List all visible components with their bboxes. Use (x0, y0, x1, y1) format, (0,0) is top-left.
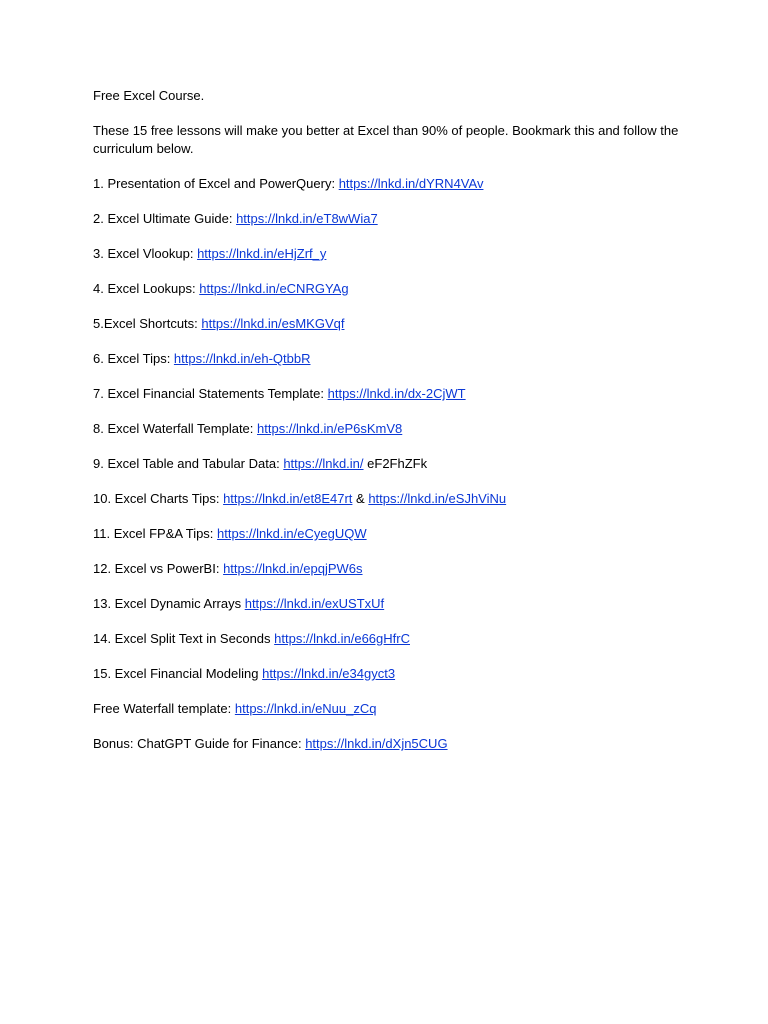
document-title: Free Excel Course. (93, 88, 205, 103)
lesson-link[interactable]: https://lnkd.in/dx-2CjWT (327, 386, 466, 401)
lesson-item (93, 245, 693, 263)
lesson-link[interactable]: https://lnkd.in/esMKGVqf (201, 316, 345, 331)
lesson-label: 6. Excel Tips: (93, 351, 174, 366)
lesson-link[interactable]: https://lnkd.in/epqjPW6s (223, 561, 363, 576)
lesson-item (93, 420, 693, 438)
lesson-label: 12. Excel vs PowerBI: (93, 561, 224, 576)
link-joiner: & (352, 491, 369, 506)
bonus-link[interactable]: https://lnkd.in/eNuu_zCq (234, 701, 377, 716)
lesson-item (93, 455, 693, 473)
lesson-item (93, 630, 693, 648)
lesson-link[interactable]: https://lnkd.in/eP6sKmV8 (257, 421, 403, 436)
lesson-label: 9. Excel Table and Tabular Data: (93, 456, 284, 471)
lesson-item (93, 490, 693, 508)
lesson-item (93, 280, 693, 298)
lesson-link[interactable]: https://lnkd.in/et8E47rt (223, 491, 353, 506)
lesson-item (93, 595, 693, 613)
lesson-link[interactable]: https://lnkd.in/eh-QtbbR (173, 351, 311, 366)
lesson-item (93, 525, 693, 543)
bonus-item (93, 700, 693, 718)
lesson-link[interactable]: https://lnkd.in/eHjZrf_y (197, 246, 327, 261)
lesson-link[interactable]: https://lnkd.in/dYRN4VAv (338, 176, 484, 191)
lesson-label: 5.Excel Shortcuts: (93, 316, 202, 331)
lesson-label: 7. Excel Financial Statements Template: (93, 386, 328, 401)
lesson-link[interactable]: https://lnkd.in/ (283, 456, 364, 471)
lesson-link[interactable]: https://lnkd.in/eCNRGYAg (199, 281, 349, 296)
lesson-label: 8. Excel Waterfall Template: (93, 421, 258, 436)
lesson-link-suffix: eF2FhZFk (363, 456, 428, 471)
bonus-label: Free Waterfall template: (93, 701, 235, 716)
bonus-label: Bonus: ChatGPT Guide for Finance: (93, 736, 306, 751)
lesson-label: 1. Presentation of Excel and PowerQuery: (93, 176, 339, 191)
lesson-link[interactable]: https://lnkd.in/exUSTxUf (244, 596, 385, 611)
document-body (93, 87, 693, 770)
lesson-item (93, 350, 693, 368)
lesson-item (93, 385, 693, 403)
lesson-link[interactable]: https://lnkd.in/e66gHfrC (274, 631, 410, 646)
lesson-link[interactable]: https://lnkd.in/eCyegUQW (217, 526, 367, 541)
bonus-link[interactable]: https://lnkd.in/dXjn5CUG (305, 736, 448, 751)
lesson-link[interactable]: https://lnkd.in/eT8wWia7 (236, 211, 378, 226)
lesson-item (93, 665, 693, 683)
lesson-item (93, 560, 693, 578)
lesson-label: 15. Excel Financial Modeling (93, 666, 263, 681)
lesson-label: 13. Excel Dynamic Arrays (93, 596, 245, 611)
lesson-label: 11. Excel FP&A Tips: (93, 526, 218, 541)
lesson-item (93, 210, 693, 228)
lesson-label: 10. Excel Charts Tips: (93, 491, 224, 506)
lesson-label: 14. Excel Split Text in Seconds (93, 631, 275, 646)
lesson-item (93, 315, 693, 333)
intro-paragraph: These 15 free lessons will make you better at Excel than 90% of people. Bookmark this and follow the curriculum below. (93, 123, 679, 156)
lesson-label: 4. Excel Lookups: (93, 281, 200, 296)
lesson-label: 2. Excel Ultimate Guide: (93, 211, 237, 226)
lesson-link-secondary[interactable]: https://lnkd.in/eSJhViNu (368, 491, 507, 506)
bonus-item (93, 735, 693, 753)
lesson-label: 3. Excel Vlookup: (93, 246, 198, 261)
lesson-item (93, 175, 693, 193)
lesson-link[interactable]: https://lnkd.in/e34gyct3 (262, 666, 396, 681)
